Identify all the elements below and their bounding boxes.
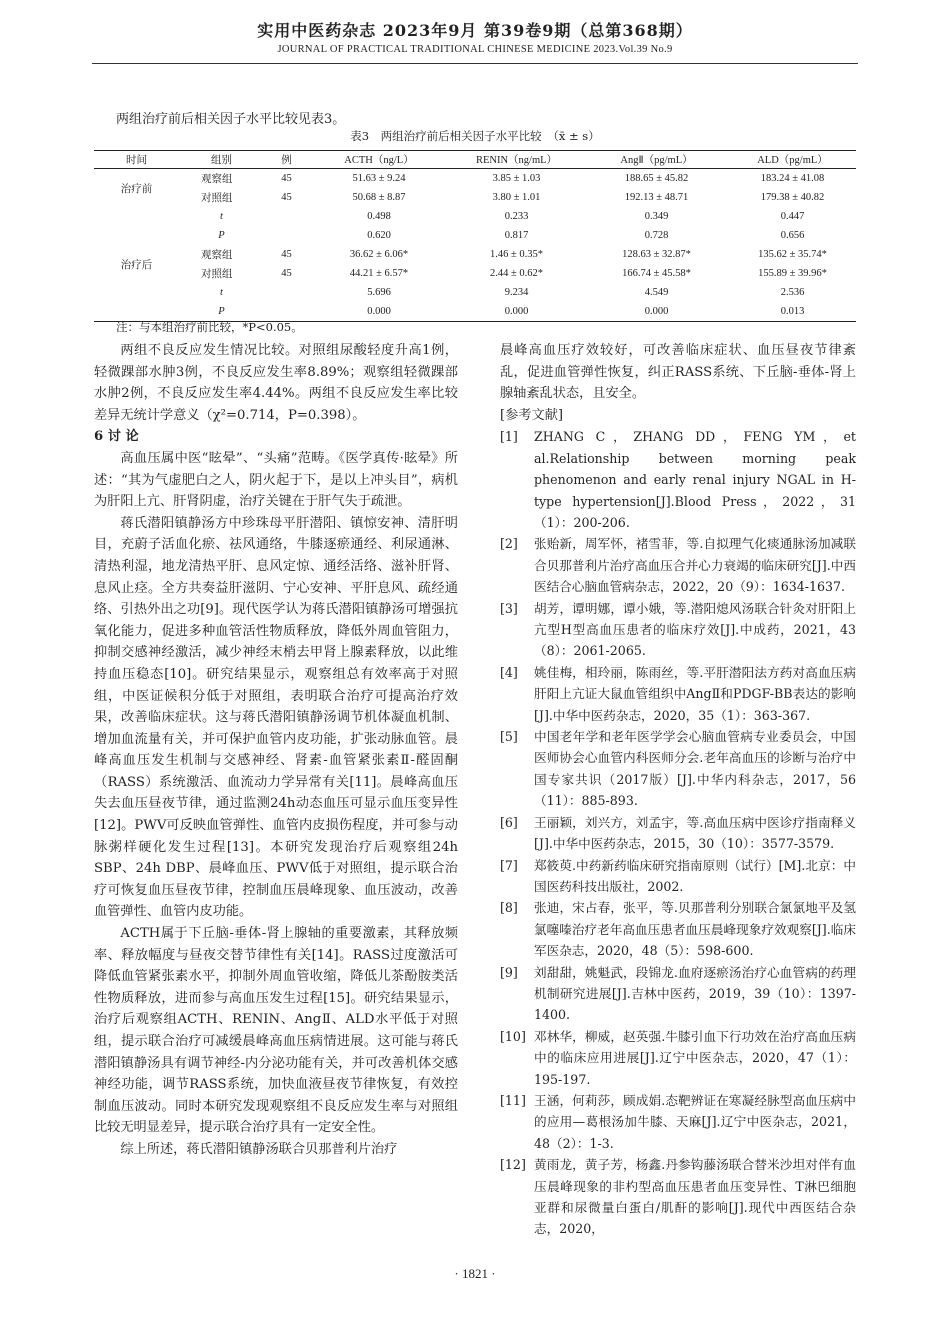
ang-cell: 192.13 ± 48.71	[624, 192, 689, 203]
stat-label-cell: P	[179, 302, 264, 322]
renin-cell: 3.80 ± 1.01	[492, 192, 541, 203]
col-header: AngⅡ（pg/mL）	[584, 151, 729, 169]
data-table	[94, 150, 856, 322]
ref-number: [4]	[500, 664, 518, 680]
ref-text: 姚佳梅，相玲丽，陈雨丝，等.平肝潜阳法方药对高血压病肝阳上亢证大鼠血管组织中AngⅡ和PDGF-BB表达的影响[J].中华中医药杂志，2020，35（1）：363-367.	[534, 664, 856, 723]
renin-cell: 0.233	[504, 211, 529, 222]
stat-label-cell: P	[218, 230, 225, 241]
reference-item	[500, 598, 856, 662]
ald-cell: 135.62 ± 35.74*	[758, 249, 827, 260]
acth-cell: 51.63 ± 9.24	[352, 173, 406, 184]
ref-number: [7]	[500, 857, 518, 873]
ref-text: 黄雨龙，黄子芳，杨鑫.丹参钩藤汤联合替米沙坦对伴有血压晨峰现象的非杓型高血压患者血压变异性、T淋巴细胞亚群和尿微量白蛋白/肌酐的影响[J].现代中西医结合杂志，2020，	[534, 1157, 856, 1237]
n-cell	[264, 207, 309, 226]
ref-number: [9]	[500, 964, 518, 980]
ang-cell: 0.728	[644, 230, 669, 241]
renin-cell: 0.817	[504, 230, 529, 241]
acth-cell: 0.000	[309, 302, 449, 322]
journal-header-en: JOURNAL OF PRACTICAL TRADITIONAL CHINESE MEDICINE 2023.Vol.39 No.9	[277, 44, 673, 55]
ang-cell: 128.63 ± 32.87*	[622, 249, 691, 260]
ref-number: [11]	[500, 1092, 526, 1108]
ref-text: 中国老年学和老年医学学会心脑血管病专业委员会，中国医师协会心血管内科医师分会.老年高血压的诊断与治疗中国专家共识（2017版）[J].中华内科杂志，2017，56（11）：885-893.	[534, 729, 856, 809]
ref-text: 王丽颖，刘兴方，刘孟宇，等.高血压病中医诊疗指南释义[J].中华中医药杂志，2015，30（10）：3577-3579.	[534, 814, 856, 852]
col-header: 组别	[179, 151, 264, 169]
ald-cell: 0.656	[780, 230, 805, 241]
left-column	[94, 340, 458, 1161]
ang-cell: 166.74 ± 45.58*	[622, 268, 691, 279]
acth-cell: 50.68 ± 8.87	[352, 192, 406, 203]
table-intro: 两组治疗前后相关因子水平比较见表3。	[116, 112, 346, 127]
renin-cell: 9.234	[504, 287, 529, 298]
acth-cell: 0.498	[367, 211, 391, 222]
group-cell: 对照组	[201, 193, 233, 204]
table-row	[94, 264, 856, 283]
col-header: 时间	[94, 151, 179, 169]
group-cell: 观察组	[201, 250, 233, 261]
ref-text: 张迪，宋占春，张平，等.贝那普利分别联合氯氯地平及氢氯噻嗪治疗老年高血压患者血压晨峰现象疗效观察[J].临床军医杂志，2020，48（5）：598-600.	[534, 900, 856, 959]
ald-cell: 183.24 ± 41.08	[760, 173, 825, 184]
reference-item	[500, 962, 856, 1026]
group-cell: 对照组	[201, 269, 233, 280]
ald-cell: 155.89 ± 39.96*	[758, 268, 827, 279]
reference-item	[500, 662, 856, 726]
renin-cell: 1.46 ± 0.35*	[489, 249, 543, 260]
ald-cell: 0.447	[780, 211, 805, 222]
ref-number: [10]	[500, 1028, 526, 1044]
renin-cell: 0.000	[449, 302, 584, 322]
acth-cell: 44.21 ± 6.57*	[349, 268, 409, 279]
ref-text: 刘甜甜，姚魁武，段锦龙.血府逐瘀汤治疗心血管病的药理机制研究进展[J].吉林中医药，2019，39（10）：1397-1400.	[534, 964, 856, 1023]
reference-item	[500, 1154, 856, 1240]
n-cell: 45	[281, 192, 292, 203]
paragraph-adverse: 两组不良反应发生情况比较。对照组尿酸轻度升高1例，轻微踝部水肿3例，不良反应发生率8.89%；观察组轻微踝部水肿2例，不良反应发生率4.44%。两组不良反应发生率比较差异无统计学意义（χ²=0.714，P=0.398）。	[94, 343, 458, 423]
section-heading: 6 讨 论	[94, 429, 139, 445]
col-header: ACTH（ng/L）	[309, 151, 449, 169]
col-header: RENIN（ng/mL）	[449, 151, 584, 169]
paragraph-continued: 晨峰高血压疗效较好，可改善临床症状、血压昼夜节律紊乱，促进血管弹性恢复，纠正RASS系统、下丘脑-垂体-肾上腺轴紊乱状态，且安全。	[500, 343, 856, 402]
header-rule	[92, 63, 858, 64]
table-note: 注：与本组治疗前比较，*P<0.05。	[116, 320, 303, 334]
acth-cell: 36.62 ± 6.06*	[349, 249, 409, 260]
ref-text: ZHANG C，ZHANG DD，FENG YM，et al.Relationship between morning peak phenomenon and early renal injury NGAL in H-type hypertension[J].Blood Press，2022，31（1）：200-206.	[534, 429, 856, 530]
n-cell: 45	[281, 249, 292, 260]
paragraph: 蒋氏潜阳镇静汤方中珍珠母平肝潜阳、镇惊安神、清肝明目，充蔚子活血化瘀、祛风通络，牛膝逐瘀通经、利尿通淋、清热利湿，地龙清热平肝、息风定惊、通经活络、滋补肝肾、息风止痉。全方共奏益肝滋阴、宁心安神、平肝息风、疏经通络、引热外出之功[9]。现代医学认为蒋氏潜阳镇静汤可增强抗氧化能力，促进多种血管活性物质释放，降低外周血管阻力，抑制交感神经激活，减少神经末梢去甲肾上腺素释放，以此维持血压稳态[10]。研究结果显示，观察组总有效率高于对照组，中医证候积分低于对照组，表明联合治疗可提高治疗效果，改善临床症状。这与蒋氏潜阳镇静汤调节机体凝血机制、增加血流量有关，并可保护血管内皮功能，扩张动脉血管。晨峰高血压发生机制与交感神经、肾素-血管紧张素Ⅱ-醛固酮（RASS）系统激活、血流动力学异常有关[11]。晨峰高血压失去血压昼夜节律，通过监测24h动态血压可显示血压变异性[12]。PWV可反映血管弹性、血管内皮损伤程度，并可参与动脉粥样硬化发生过程[13]。本研究发现治疗后观察组24h SBP、24h DBP、晨峰血压、PWV低于对照组，提示联合治疗可恢复血压昼夜节律，控制血压晨峰现象、血压波动，改善血管弹性、血管内皮功能。	[94, 515, 458, 920]
n-cell: 45	[281, 268, 292, 279]
table-row	[94, 226, 856, 245]
acth-cell: 0.620	[367, 230, 391, 241]
renin-cell: 2.44 ± 0.62*	[489, 268, 543, 279]
page-number: · 1821 ·	[454, 1266, 496, 1281]
ref-number: [2]	[500, 536, 518, 552]
reference-item	[500, 897, 856, 961]
paragraph: ACTH属于下丘脑-垂体-肾上腺轴的重要激素，其释放频率、释放幅度与昼夜交替节律性有关[14]。RASS过度激活可降低血管紧张素水平，抑制外周血管收缩，降低儿茶酚胺类活性物质释放，进而参与高血压发生过程[15]。研究结果显示，治疗后观察组ACTH、RENIN、AngⅡ、ALD水平低于对照组，提示联合治疗可减缓晨峰高血压病情进展。这可能与蒋氏潜阳镇静汤具有调节神经-内分泌功能有关，并可改善机体交感神经功能，调节RASS系统，加快血液昼夜节律恢复，有效控制血压波动。同时本研究发现观察组不良反应发生率与对照组比较无明显差异，提示联合治疗具有一定安全性。	[94, 926, 458, 1136]
n-cell	[264, 226, 309, 245]
reference-item	[500, 426, 856, 533]
period-cell: 治疗后	[120, 259, 153, 271]
n-cell: 45	[281, 173, 292, 184]
ref-text: 郑筱萸.中药新药临床研究指南原则（试行）[M].北京：中国医药科技出版社，2002.	[534, 857, 856, 894]
reference-item	[500, 812, 856, 855]
table-row	[94, 283, 856, 302]
table-row	[94, 207, 856, 226]
ang-cell: 0.349	[644, 211, 669, 222]
col-header: ALD（pg/mL）	[729, 151, 856, 169]
ref-number: [5]	[500, 729, 518, 745]
table-row	[94, 188, 856, 207]
references-heading: [参考文献]	[500, 407, 564, 423]
stat-label-cell: t	[220, 211, 223, 222]
ang-cell: 188.65 ± 45.82	[624, 173, 689, 184]
ang-cell: 0.000	[584, 302, 729, 322]
col-header: 例	[264, 151, 309, 169]
ref-text: 邓林华，柳威，赵英强.牛膝引血下行功效在治疗高血压病中的临床应用进展[J].辽宁中医杂志，2020，47（1）：195-197.	[534, 1028, 856, 1087]
ald-cell: 179.38 ± 40.82	[760, 192, 825, 203]
reference-list	[500, 426, 856, 1239]
ref-text: 王涵，何莉莎，顾成娟.态靶辨证在寒凝经脉型高血压病中的应用—葛根汤加牛膝、天麻[J].辽宁中医杂志，2021，48（2）：1-3.	[534, 1092, 856, 1151]
ref-text: 胡芳，谭明娜，谭小娥，等.潜阳熄风汤联合针灸对肝阳上亢型H型高血压患者的临床疗效[J].中成药，2021，43（8）：2061-2065.	[534, 600, 856, 659]
ref-number: [6]	[500, 814, 518, 830]
stat-label-cell: t	[220, 287, 223, 298]
paragraph: 高血压属中医“眩晕”、“头痛”范畴。《医学真传·眩晕》所述：“其为气虚肥白之人，阴火起于下，是以上冲头目”，病机为肝阳上亢、肝肾阴虚，治疗关键在于肝气失于疏泄。	[94, 450, 458, 510]
renin-cell: 3.85 ± 1.03	[492, 173, 541, 184]
ald-cell: 2.536	[780, 287, 805, 298]
ref-number: [8]	[500, 900, 518, 916]
group-cell: 观察组	[201, 174, 233, 185]
table-header-row	[94, 151, 856, 169]
ref-text: 张贻新，周军怀，褚雪菲，等.自拟理气化痰通脉汤加减联合贝那普利片治疗高血压合并心力衰竭的临床研究[J].中西医结合心脑血管病杂志，2022，20（9）：1634-1637.	[534, 536, 856, 595]
ref-number: [12]	[500, 1157, 526, 1173]
right-column	[500, 340, 856, 1240]
table-row	[94, 169, 856, 189]
ang-cell: 4.549	[644, 287, 669, 298]
reference-item	[500, 1090, 856, 1154]
journal-header-cn: 实用中医药杂志 2023年9月 第39卷9期（总第368期）	[257, 21, 693, 40]
ref-number: [3]	[500, 600, 518, 616]
table-caption: 表3 两组治疗前后相关因子水平比较 （x̄ ± s）	[350, 129, 600, 143]
ald-cell: 0.013	[729, 302, 856, 322]
period-cell: 治疗前	[120, 183, 153, 195]
reference-item	[500, 533, 856, 597]
ref-number: [1]	[500, 429, 518, 445]
n-cell	[264, 283, 309, 302]
paragraph: 综上所述，蒋氏潜阳镇静汤联合贝那普利片治疗	[120, 1141, 398, 1157]
reference-item	[500, 726, 856, 812]
acth-cell: 5.696	[367, 287, 391, 298]
reference-item	[500, 1026, 856, 1090]
reference-item	[500, 855, 856, 898]
table-row	[94, 245, 856, 264]
